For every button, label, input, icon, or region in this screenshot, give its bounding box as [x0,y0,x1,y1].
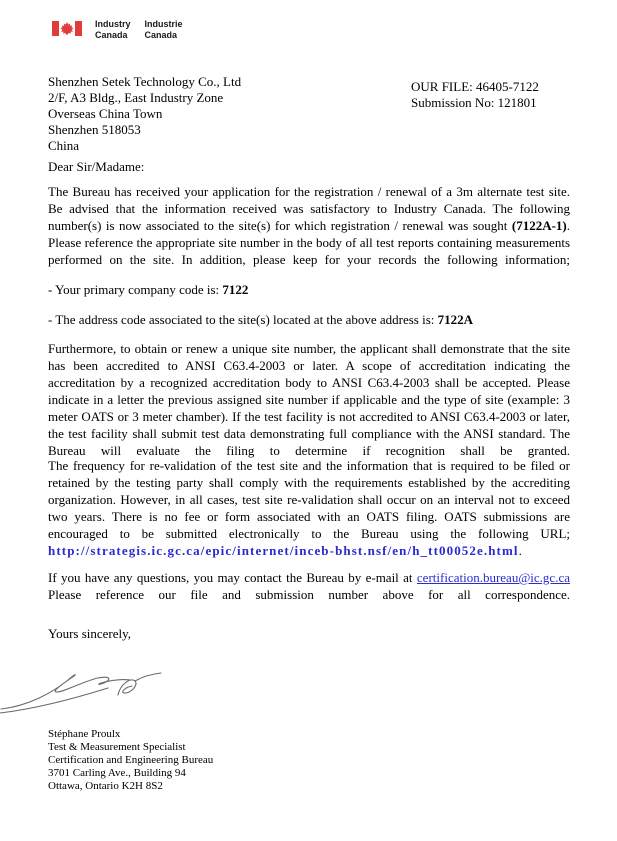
paragraph-contact [48,569,570,603]
submission-number: Submission No: 121801 [411,95,537,110]
recipient-line: Shenzhen Setek Technology Co., Ltd [48,74,242,89]
recipient-line: Shenzhen 518053 [48,122,141,137]
address-code-value: 7122A [437,312,474,327]
address-code-label: - The address code associated to the site(s) located at the above address is: [48,312,438,327]
certification-bureau-email-link[interactable]: certification.bureau@ic.gc.ca [416,570,570,585]
signer-title: Test & Measurement Specialist [48,741,186,753]
oats-submission-url-link[interactable]: http://strategis.ic.gc.ca/epic/internet/inceb-bhst.nsf/en/h_tt00052e.html [48,543,519,558]
salutation: Dear Sir/Madame: [48,159,145,174]
recipient-address [48,74,241,154]
signer-block [48,728,213,793]
wordmark-fr-line2: Canada [144,29,178,40]
p3-text: The frequency for re-validation of the test site and the information that is required to be filed or retained by the testing party shall comply with the requirements established by the accrediting organization. However, in all cases, test site re-validation shall occur on an interval not to exceed two years. There is no fee or form associated with an OATS filing. OATS submissions are encouraged to be submitted electronically to the Bureau using the following URL; [48,458,570,541]
site-number-bold: (7122A-1) [511,218,567,233]
wordmark-fr-line1: Industrie [144,19,183,29]
company-code-value: 7122 [222,282,249,297]
wordmark-en-line1: Industry [95,19,131,29]
paragraph-accreditation-requirements: Furthermore, to obtain or renew a unique site number, the applicant shall demonstrate that the site has been accredited to ANSI C63.4-2003 or later. A scope of accreditation indicating the accreditation by a recognized accreditation body to ANSI C63.4-2003 shall be accepted. Please indicate in a letter the previous assigned site number if applicable and the type of site (example: 3 meter OATS or 3 meter chamber). If the test facility is not accredited to ANSI C63.4-2003 or later, the test facility shall submit test data demonstrating full compliance with the ANSI standard. The Bureau will evaluate the filing to determine if recognition shall be granted. [48,341,570,458]
signer-bureau: Certification and Engineering Bureau [48,754,214,766]
signature-image [0,663,190,721]
signer-name: Stéphane Proulx [48,728,121,740]
recipient-line: Overseas China Town [48,106,163,121]
primary-company-code-line [48,281,570,298]
p1-text-cont: . Please reference the appropriate site number in the body of all test reports containing measurements performed on the site. In addition, please keep for your records the following information; [48,218,570,267]
recipient-line: China [48,138,80,153]
closing-salutation: Yours sincerely, [48,626,132,641]
file-reference-block [411,79,539,111]
company-code-label: - Your primary company code is: [48,282,223,297]
recipient-line: 2/F, A3 Bldg., East Industry Zone [48,90,224,105]
canada-flag-icon [52,21,82,36]
p3-text-end: . [518,543,522,558]
paragraph-revalidation [48,457,570,559]
p4-text: If you have any questions, you may contact the Bureau by e-mail at [48,570,417,585]
p1-text: The Bureau has received your application for the registration / renewal of a 3m alternate test site. Be advised that the information received was satisfactory to Industry Canada. The following number(s) is now associated to the site(s) for which registration / renewal was sought [48,184,570,233]
signer-city: Ottawa, Ontario K2H 8S2 [48,780,163,792]
industry-canada-logo [52,19,183,40]
p4-text-cont: Please reference our file and submission number above for all correspondence. [48,587,570,602]
signer-street: 3701 Carling Ave., Building 94 [48,767,186,779]
wordmark-en-line2: Canada [95,29,128,40]
address-code-line [48,311,570,328]
paragraph-application-received [48,183,570,268]
department-wordmark [95,19,183,40]
our-file-number: OUR FILE: 46405-7122 [411,79,539,94]
